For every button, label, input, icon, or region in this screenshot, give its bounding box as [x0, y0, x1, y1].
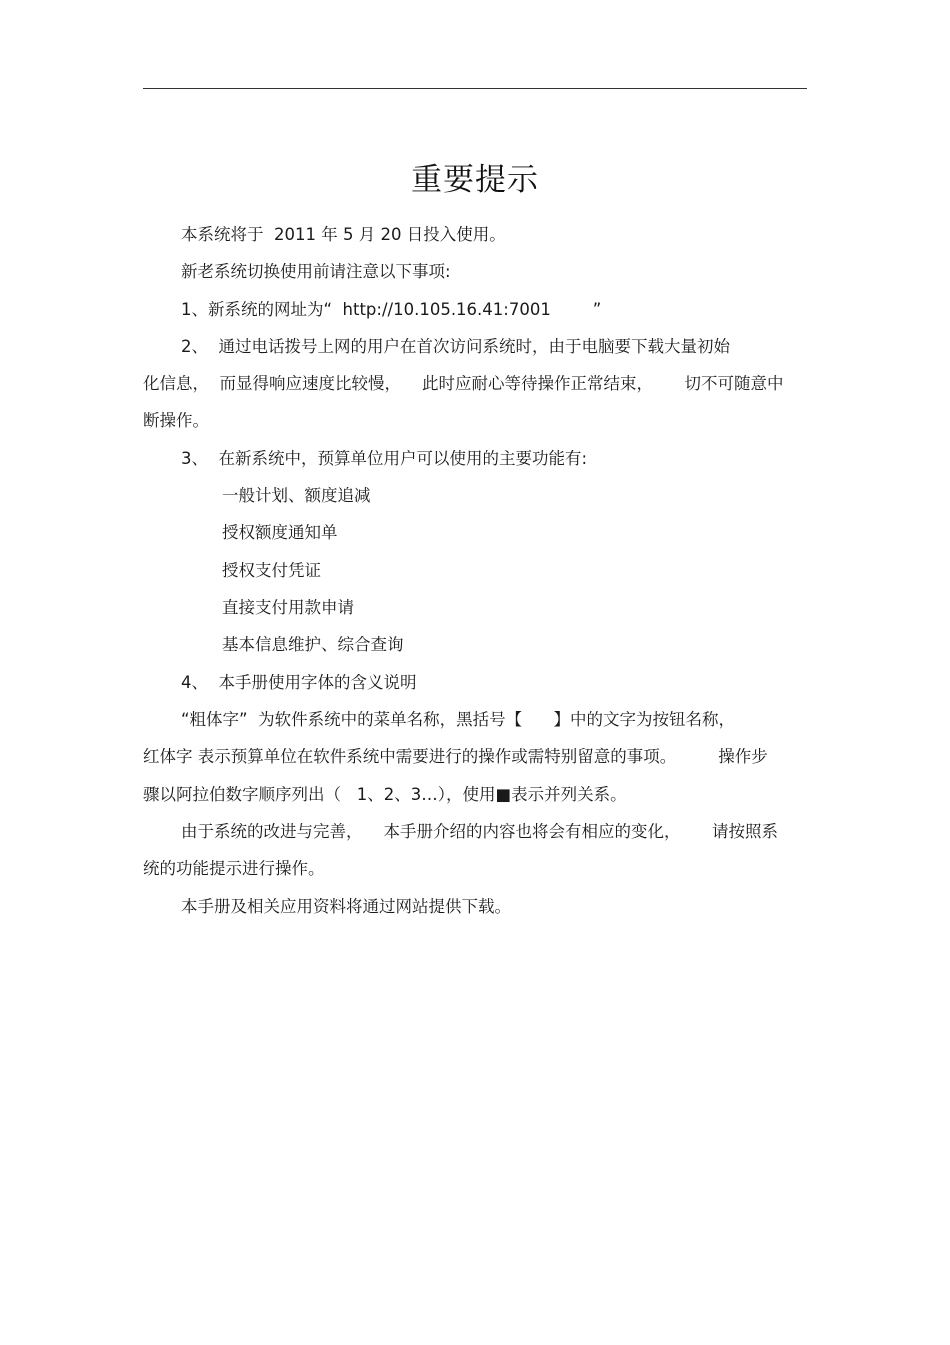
item-2-line-1: 2、 通过电话拨号上网的用户在首次访问系统时，由于电脑要下载大量初始: [181, 337, 730, 356]
font-legend-line-2: 红体字 表示预算单位在软件系统中需要进行的操作或需特别留意的事项。 操作步: [143, 747, 768, 766]
changes-note-line-1: 由于系统的改进与完善， 本手册介绍的内容也将会有相应的变化， 请按照系: [181, 822, 778, 841]
function-list-item: 授权支付凭证: [222, 561, 321, 580]
header-rule: [143, 88, 807, 89]
page-title: 重要提示: [411, 162, 539, 198]
font-legend-line-1: “粗体字” 为软件系统中的菜单名称，黑括号【 】中的文字为按钮名称，: [181, 710, 736, 729]
function-list-item: 直接支付用款申请: [222, 598, 354, 617]
item-4-heading: 4、 本手册使用字体的含义说明: [181, 673, 417, 692]
paragraph-notice-intro: 新老系统切换使用前请注意以下事项:: [181, 262, 451, 281]
changes-note-line-2: 统的功能提示进行操作。: [143, 859, 325, 878]
item-2-line-2: 化信息， 而显得响应速度比较慢， 此时应耐心等待操作正常结束， 切不可随意中: [143, 374, 784, 393]
item-1-url: 1、新系统的网址为“ http://10.105.16.41:7001 ”: [181, 300, 602, 319]
function-list-item: 基本信息维护、综合查询: [222, 635, 404, 654]
item-2-line-3: 断操作。: [143, 411, 209, 430]
function-list-item: 授权额度通知单: [222, 523, 338, 542]
download-note: 本手册及相关应用资料将通过网站提供下载。: [181, 897, 511, 916]
font-legend-line-3: 骤以阿拉伯数字顺序列出（ 1、2、3…），使用■表示并列关系。: [143, 785, 627, 804]
item-3-intro: 3、 在新系统中，预算单位用户可以使用的主要功能有:: [181, 449, 588, 468]
paragraph-launch-date: 本系统将于 2011 年 5 月 20 日投入使用。: [181, 225, 506, 244]
function-list-item: 一般计划、额度追减: [222, 486, 371, 505]
